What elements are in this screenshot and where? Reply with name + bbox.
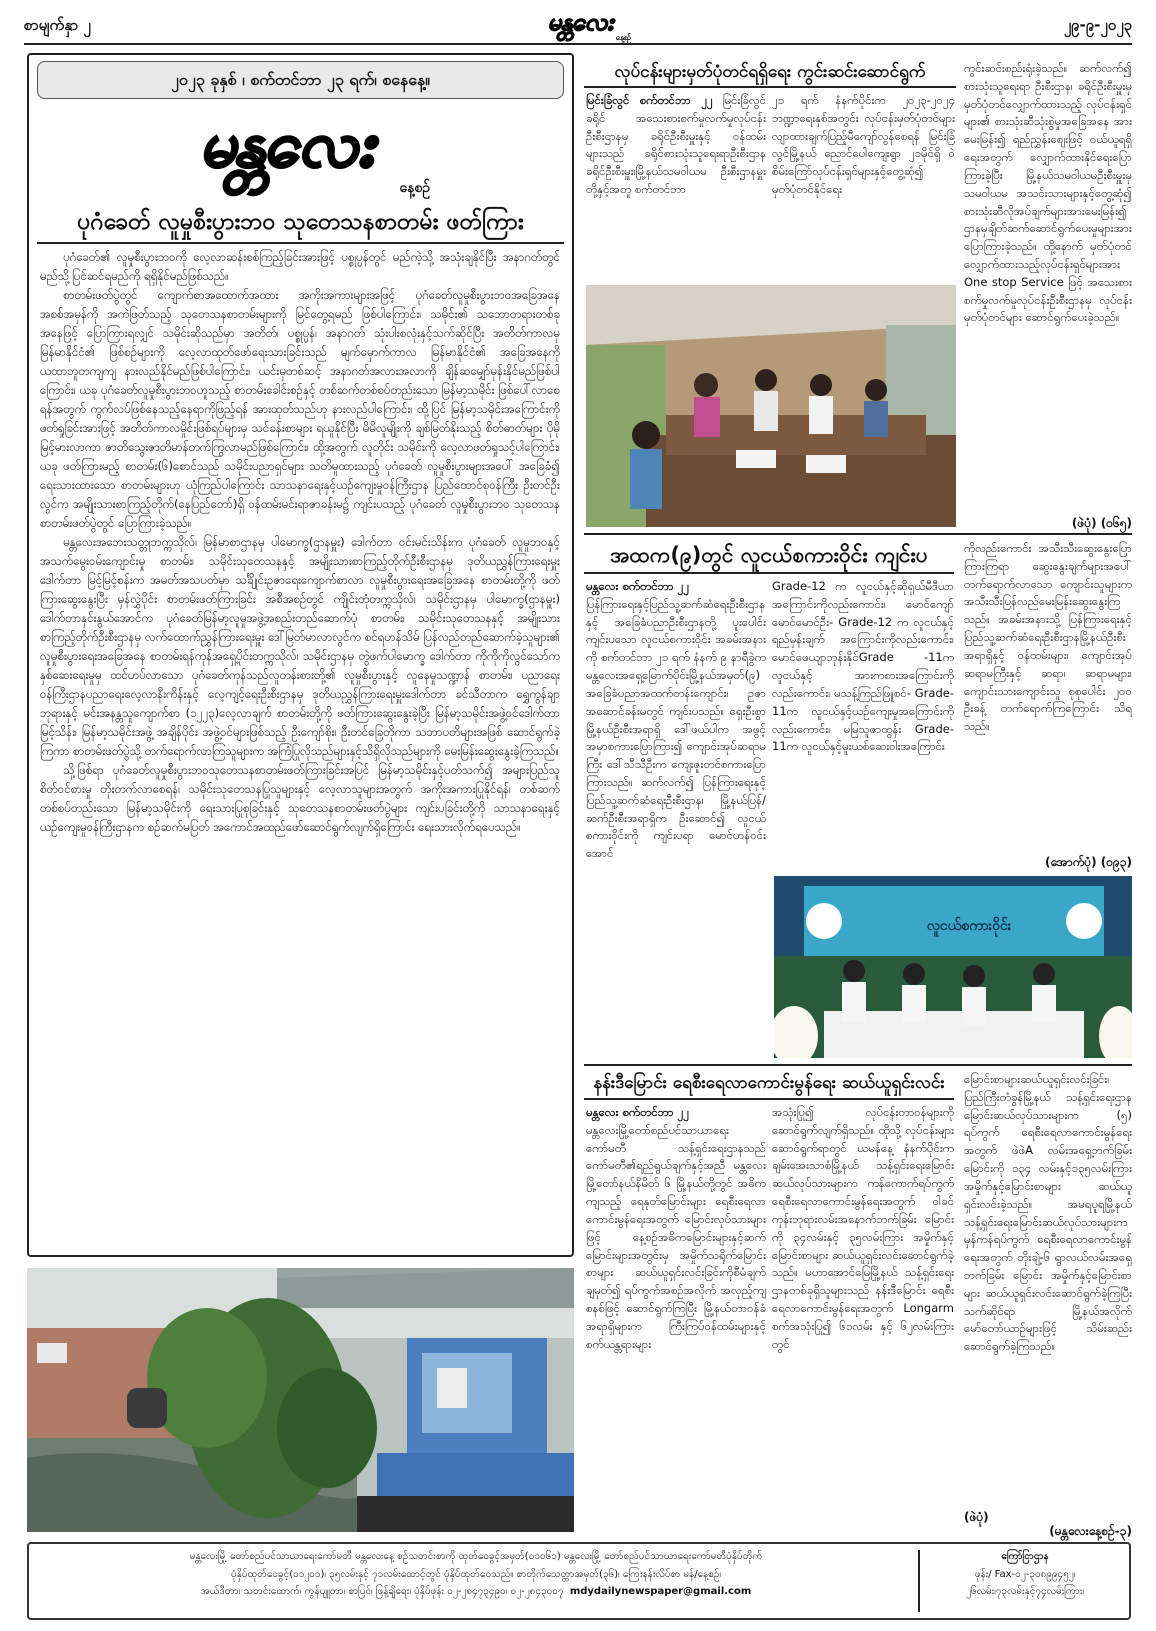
school-byline: မန္တလေး စက်တင်ဘာ ၂၂ [586, 579, 689, 593]
school-col-1-text: ပြန်ကြားရေးနှင့်ပြည်သူ့ဆက်ဆံရေးဦးစီးဌာနနှင့် အခြေခံပညာဦးစီးဌာနတို့ ပူးပေါင်းကျင်းပသော လူငယ်စကားဝိုင်း အခမ်းအနားကို စက်တင်ဘာ ၂၁ ရက် နံနက် ၉ နာရီခွဲက မန္တလေးအရှေ့မြောက်ပိုင်းမြို့နယ်အမှတ်(၉) အခြေခံပညာအထက်တန်းကျောင်း၊ ဥဇာအဆောင်ခန်းမတွင် ကျင်းပသည်။ ရှေးဦးစွာ မြို့နယ်ဦးစီးအရာရှိ ဒေါ်ဖယ်ပါက အဖွင့်အမှာစကားပြောကြား၍ ကျောင်းအုပ်ဆရာမကြီး ဒေါ်သီသီဦးက ကျေးဇူးတင်စကားပြောကြားသည်။ ဆက်လက်၍ ပြန်ကြားရေးနှင့်ပြည်သူ့ဆက်ဆံရေးဦးစီးဌာန၊ မြို့နယ်ပြန်/ဆက်ဦးစီးအရာရှိက ဦးဆောင်၍ လူငယ်စကားဝိုင်းကို ကျင်းပရာ မောင်ဟန်ဝင်းအောင် [586, 596, 766, 861]
licence-headline: လုပ်ငန်းများမှတ်ပုံတင်ရရှိရေး ကွင်းဆင်းဆောင်ရွက် [614, 62, 926, 82]
drain-col-1-text: မန္တလေးမြို့တော်စည်ပင်သာယာရေးကော်မတီ သန့်ရှင်းရေးဌာနသည် ကော်မတီ၏ရည်ရွယ်ချက်နှင့်အညီ မန္တလေးမြို့တော်နယ်နိမိတ် ၆ မြို့နယ်တို့တွင် အဓိကကျသည့် ရေနုတ်မြောင်းများ ရေစီးရေလာကောင်းမွန်ရေးအတွက် မြောင်းလုပ်သားများဖြင့် နေ့စဉ်အဓိကမြောင်းများနှင့်ဆက်မြောင်းများအတွင်းမှ အမှိုက်သရိုက်မြောင်းစာများ ဆယ်ယူရှင်းလင်းခြင်းကိုစီမံချက်ချမှတ်၍ ရပ်ကွက်အစဉ်အလိုက် အလှည့်ကျစနစ်ဖြင့် ဆောင်ရွက်ကြပြီး မြို့နယ်တာဝန်ခံ အရာရှိများက ကြီးကြပ်ဝန်ထမ်းများနှင့်စက်ယန္တရားများ [586, 1122, 766, 1351]
editorial-paragraph: ပုဂံခေတ်၏ လူမှုစီးပွားဘဝကို လေ့လာဆန်းစစ်ကြည့်ခြင်းအားဖြင့် ပစ္စုပ္ပန်တွင် မည်ကဲ့သို့ အသုံးချနိုင်ပြီး အနာဂတ်တွင် မည်သို့ပြင်ဆင်ရမည်ကို ရရှိနိုင်မည်ဖြစ်သည်။ [40, 250, 560, 283]
page-number-label: စာမျက်နှာ ၂ [24, 16, 91, 34]
drain-byline: မန္တလေး စက်တင်ဘာ ၂၂ [586, 1105, 689, 1119]
drain-col-1 [586, 1104, 766, 1534]
licence-lead-text: မြင်းခြံလွင်ခရိုင် အသေးစားစက်မှုလက်မှုလုပ်ငန်းဦးစီးဌာနမှ ခရိုင်ဦးစီးမှူးနှင့် ဝန်ထမ်းများသည် ခရိုင်စားသုံးသူရေးရာဦးစီးဌာန ခရိုင်ဦးစီးမှူး၊မြို့နယ်သမဝါယမ ဦးစီးဌာနမှူးတို့နှင့်အတူ စက်တင်ဘာ [586, 93, 766, 197]
headline-rule [37, 242, 564, 244]
excavator-image [27, 1268, 574, 1532]
masthead-logo: မန္တလေး [199, 108, 371, 182]
masthead-small-logo [520, 4, 640, 42]
youth-talk-photo [774, 876, 1132, 1058]
licence-byline: မြင်းခြံလွင် စက်တင်ဘာ ၂၂ [586, 93, 713, 107]
meeting-image [586, 285, 956, 527]
licence-col-3: ကွင်းဆင်းစည်းရုံးခဲ့သည်။ ဆက်လက်၍ စားသုံးသူရေးရာ ဦးစီးဌာန၊ ခရိုင်ဦးစီးမှူးမှ မှတ်ပုံတင်လျှောက်ထားသည့် လုပ်ငန်းရှင်များ၏ စားသုံးဆီသုံးစွဲမှုအခြေအနေ အားမေးမြန်း၍ ရည်ညွှန်းစျေးဖြင့် ဝယ်ယူရရှိရေးအတွက် လျှောက်ထားနိုင်ရေးပြောကြားခဲ့ပြီး မြို့နယ်သမဝါယမဦးစီးမှူးမှ သမဝါယမ အသင်းသားများနှင့်တွေ့ဆုံ၍ စားသုံးဆီလိုအပ်ချက်များအားမေးမြန်း၍ ဌာနမှချိတ်ဆက်ဆောင်ရွက်ပေးမှုများအား ပြောကြားခဲ့သည်။ ထို့နောက် မှတ်ပုံတင်လျှောက်ထားသည့်လုပ်ငန်းရှင်များအား One stop Service ဖြင့် အသေးစားစက်မှုလက်မှုလုပ်ငန်းဦးစီးဌာနမှ လုပ်ငန်းမှတ်ပုံတင်များ ဆောင်ရွက်ပေးခဲ့သည်။ [964, 61, 1132, 325]
section-divider [584, 533, 1132, 535]
licence-headline-rule [584, 86, 956, 88]
drain-photo-credit: (ဖဲပုံ) [964, 1510, 989, 1524]
youth-talk-image [774, 876, 1132, 1058]
licence-col-2: ၂၁ ရက် နံနက်ပိုင်းက ၂၀၂၃-၂၀၂၄ ဘဏ္ဍာရေးနှစ်အတွင်း လုပ်ငန်းမှတ်ပုံတင်များ လျာထားချက်ပြည့်မီကျော်လွန်စေရန် မြင်းခြံလွင်မြို့နယ် ညောင်ပေါကျေးရွာ ၂၁မိုင်ရှိ ဝဲစိမ်းကြော်လုပ်ငန်းရှင်များနှင့်တွေ့ဆုံ၍ မှတ်ပုံတင်နိုင်ရေး [772, 93, 955, 197]
imprint-line-3 [36, 1583, 916, 1601]
advert-dept-phone: ဖုန်း/ Fax-၀၂-၃၀၈၉၉၄၅၂၊ [974, 1568, 1076, 1580]
youth-talk-banner-text: လူငယ်စကားဝိုင်း [926, 918, 1012, 934]
imprint-contacts: အယ်ဒီတာ၊ သတင်းထောက်၊ ကွန်ပျူတာ၊ စာပြင်၊ ဖြန့်ချိရေး၊ ပုံနှိပ်ဖုန်း ၀၂-၂၈၄၇၃၄၉၀၊ ၀၂-၂၈၄၃၀၀၇ [200, 1586, 564, 1597]
imprint-divider [918, 1550, 920, 1612]
drain-headline-rule [584, 1098, 954, 1100]
advert-dept-title: ကြော်ငြာဌာန [1001, 1551, 1049, 1562]
section-divider-2 [584, 1064, 1132, 1066]
masthead-small-subtitle: နေ့စဉ် [615, 33, 630, 42]
imprint-line-2: ပုံနှိပ်ထုတ်ဝေခွင့်(၀၁၂၀၁)၊ ၃၅လမ်းနှင့် ၇၁လမ်းထောင့်တွင် ပုံနှိပ်ထုတ်ဝေသည်။ စာတိုက်သေတ္တာအမှတ်(၃၆)၊ ကြေးနန်းလိပ်စာ မန်/နေ့စဉ်၊ [231, 1568, 721, 1580]
editorial-paragraph: မန္တလေးအဘေးသတ္တုဘက္ကသိုလ်၊ မြန်မာစာဌာနမှ ပါမောက္ခ(ဌာနမှူး) ဒေါက်တာ ဝင်းမင်းသိန်းက ပုဂံခေတ် လူမှုဘဝနှင့် အသက်မွေးဝမ်းကျောင်းမှု စာတမ်း၊ သမိုင်းသုတေသနနှင့် အမျိုးသားစာကြည့်တိုက်ဦးစီးဌာနမှ ဒုတိယညွှန်ကြားရေးမှူး ဒေါက်တာ မြင့်မြင့်စန်းက အမတ်အသပတ်မှာ သင်္ချိုင်းဥဇာရေးကျောက်စာလာ လူမှုစီးပွားရေးအခြေအနေ စာတမ်းတို့ကို ဖတ်ကြားဆွေးနွေးပြီး မှန်လွှဲပိုင်း စာတမ်းဖတ်ကြားခြင်း အစီအစဉ်တွင် ကျိုင်းတုံတက္ကသိုလ်၊ သမိုင်းဌာနမှ ပါမောက္ခ(ဌာနမှူး) ဒေါက်တာနှင်းနွယ်အောင်က ပုဂံခေတ်မြန်မာ့လူမှုအဖွဲ့အစည်းတည်ဆောက်ပုံ စာတမ်း၊ သမိုင်းသုတေသနနှင့် အမျိုးသားစာကြည့်တိုက်ဦးစီးဌာနမှ လက်ထောက်ညွှန်ကြားရေးမှူး ဒေါ်မြတ်မာလာလွင်က စင်ရဟန်သိမ် ပြန်လည်တည်ဆောက်ခဲ့သူများ၏ လူမှုစီးပွားရေးအခြေအနေ စာတမ်းရန်ကုန်အရှေ့ပိုင်းတက္ကသိုလ်၊ သမိုင်းဌာနမှ တွဲဖက်ပါမောက္ခ ဒေါက်တာ ကိုကိုကိုလွင်သော်က နှစ်ဆေးရေးမှုမှ ထင်ဟပ်လာသော ပုဂံခေတ်ကုန်သည်လူတန်းစားတို့၏ လူမှုစီးပွားနှင့် လူနေမှုသဏ္ဍာန် စာတမ်း၊ ပညာရေးဝန်ကြီးဌာနပညာရေးလေ့လာနီးကိန်းနှင့် လေ့ကျင့်ရေးဦးစီးဌာနမှ ဒုတိယညွှန်ကြားရေးမှူးဒေါက်တာ ခင်သီတာက ရွှေကွန်ချာဘုရားနှင့် မင်းအနန္တသူကျောက်စာ (၁၂၂၃)လေ့လာချက် စာတမ်းတို့ကို ဖတ်ကြားဆွေးနွေးခဲ့ပြီး မြန်မာ့သမိုင်းအဖွဲ့ဝင်ဒေါက်တာ မြင့်သိန်း၊ မြန်မာ့သမိုင်းအဖွဲ့ အချိန်ပိုင်း အဖွဲ့ဝင်များဖြစ်သည့် ဦးကျော်စိုး၊ ဦးတင်ခြေတိုကာ သဘာပတိများအဖြစ် ဆောင်ရွက်ခဲ့ကြကာ စာတမ်းဖတ်ပွဲသို့ တက်ရောက်လာကြသူများက အကြံပြုလိုသည်များနှင့်သိရှိလိုသည်များကို မေးမြန်းဆွေးနွေးခဲ့ကြသည်။ [40, 535, 560, 758]
imprint-line-1: မန္တလေးမြို့ တော်စည်ပင်သာယာရေးကော်မတီ မန္တလေးနေ့ စဉ်သတင်းစာကို ထုတ်ဝေခွင့်အမှတ်(၀၁၀၆၁) မန္တလေးမြို့ တော်စည်ပင်သာယာရေးကော်မတီပုံနှိပ်တိုက် [189, 1551, 763, 1562]
school-col-2: Grade-12 က လူငယ်နှင့်ဆိုရှယ်မီဒီယာအကြောင်းကိုလည်းကောင်း၊ မောင်ကျော်မောင်မောင်ဦး- Grade-12 က လူငယ်နှင့်ရည်မှန်းချက် အကြောင်းကိုလည်းကောင်း၊ မောင်ဖေယျာဘုန်းနိုင်Grade -11က လူငယ်နှင့် အားကစားအကြောင်းကိုလည်းကောင်း၊ မသန့်ကြည်ဖြူစင်- Grade-11က လူငယ်နှင့်ယဉ်ကျေးမှုအကြောင်းကိုလည်းကောင်း၊ မမြသူဇာထွန်း Grade-11က လူငယ်နှင့်မူးယစ်ဆေးဝါးအကြောင်း [772, 579, 954, 754]
drain-cleaning-photo [27, 1268, 574, 1532]
school-photo-credit: (အောက်ပုံ) (၀၉၃) [1045, 855, 1132, 869]
drain-col-2: အသုံးပြု၍ လုပ်ငန်းတာဝန်များကို ဆောင်ရွက်လျက်ရှိသည်။ ထိုသို့ လုပ်ငန်းများဆောင်ရွက်ရာတွင် ယမန်နေ့ နံနက်ပိုင်းက ချမ်းအေးသာစံမြို့နယ် သန့်ရှင်းရေးမြောင်းဆယ်လုပ်သားများက ကန်ကောက်ရပ်ကွက် ရေစီးရေလာကောင်းမွန်ရေးအတွက် ဝါခင်ကုန်းဘုရားလမ်းအနောက်ဘက်ခြမ်း မြောင်းကို ၃၄လမ်းနှင့် ၃၅လမ်းကြား အမှိုက်နှင့်မြောင်းစာများ ဆယ်ယူရှင်းလင်းဆောင်ရွက်ခဲ့သည်။ မဟာအောင်မြေမြို့နယ် သန့်ရှင်းရေးဌာနတစ်ခုရှိသူများသည် နန်းဒီမြောင်း ရေစီးရေလာကောင်းမွန်ရေးအတွက် Longarm စက်အသုံးပြု၍ ၆၁လမ်း နှင့် ၆၂လမ်းကြားတွင် [772, 1105, 954, 1351]
advert-dept [924, 1548, 1126, 1601]
header-divider [24, 43, 1132, 45]
school-talk-headline: အထက(၉)တွင် လူငယ်စကားဝိုင်း ကျင်းပ [610, 543, 928, 567]
editorial-date-banner: ၂၀၂၃ ခုနှစ် ၊ စက်တင်ဘာ ၂၃ ရက်၊ စနေနေ့။ [37, 61, 564, 99]
masthead-small-title: မန္တလေး [547, 8, 613, 36]
licence-photo-credit: (ဖဲပုံ) (၀၆၅) [1071, 516, 1132, 530]
imprint-email: mdydailynewspaper@gmail.com [569, 1586, 752, 1597]
editorial-paragraph: သို့ဖြစ်ရာ ပုဂံခေတ်လူမှုစီးပွားဘဝသုတေသနစာတမ်းဖတ်ကြားခြင်းအပြင် မြန်မာ့သမိုင်းနှင့်ပတ်သက်၍ အများပြည်သူစိတ်ဝင်စားမှု တိုးတက်လာစေရန်၊ သမိုင်းသုတေသနပြုသူများနှင့် လေ့လာသူများအတွက် အကိုးအကားပြုနိုင်ရန်၊ တစ်ဆက်တစ်စပ်တည်းသော မြန်မာ့သမိုင်းကို ရေးသားပြုစုခြင်းနှင့် သုတေသနစာတမ်းဖတ်ပွဲများ ကျင်းပခြင်းတို့ကို သာသနာရေးနှင့် ယဉ်ကျေးမှုဝန်ကြီးဌာနက စဉ်ဆက်မပြတ် အကောင်အထည်ဖော်ဆောင်ရွက်လျက်ရှိကြောင်း ရေးသားလိုက်ရပေသည်။ [40, 763, 560, 834]
imprint-text [36, 1548, 916, 1601]
advert-dept-address: ၂၆လမ်း၊၇၃လမ်းနှင့်၇၄လမ်းကြား၊ [966, 1586, 1084, 1597]
school-col-1 [586, 578, 766, 1048]
drain-col-3: မြောင်းစာများဆယ်ယူရှင်းလင်းခြင်း၊ ပြည်ကြီးတံခွန်မြို့နယ် သန့်ရှင်းရေးဌာန မြောင်းဆယ်လုပ်သားများက (၅) ရပ်ကွက် ရေစီးရေလာကောင်းမွန်ရေးအတွက် ဖဲဖဲA လမ်းအရှေ့ဘက်ခြမ်း မြောင်းကို ၁၃၄ လမ်းနှင့်၁၃၅လမ်းကြားအမှိုက်နှင့်မြောင်းစာများ ဆယ်ယူရှင်းလင်းခဲ့သည်။ အမရပူရမြို့နယ် သန့်ရှင်းရေးမြောင်းဆယ်လုပ်သားများက မှန်ကန်ရပ်ကွက် ရေစီးရေလာကောင်းမွန်ရေးအတွက် တိုးချဲ့-၆ ရွာလယ်လမ်းအရှေ့ဘက်ခြမ်း မြောင်း အမှိုက်နှင့်မြောင်းစာများ ဆယ်ယူရှင်းလင်းဆောင်ရွက်ခဲ့ကြပြီး သက်ဆိုင်ရာ မြို့နယ်အလိုက် မော်တော်ယာဉ်များဖြင့် သိမ်းဆည်းဆောင်ရွက်ခဲ့ကြသည်။ [964, 1072, 1132, 1354]
licence-col-1 [586, 92, 766, 272]
masthead-logo-subtitle: နေ့စဉ် [399, 180, 430, 196]
school-col-3: ကိုလည်းကောင်း အသီးသီးဆွေးနွေးပြောကြားကြရာ ဆွေးနွေးချက်များအပေါ် တက်ရောက်လာသော ကျောင်းသူများက အသီးသီးပြန်လည်မေးမြန်းဆွေးနွေးကြသည်။ အခမ်းအနားသို့ ပြန်ကြားရေးနှင့်ပြည်သူ့ဆက်ဆံရေးဦးစီးဌာနမြို့နယ်ဦးစီးအရာရှိနှင့် ဝန်ထမ်းများ၊ ကျောင်းအုပ်ဆရာမကြီးနှင့် ဆရာ၊ ဆရာမများ၊ ကျောင်းသားကျောင်းသူ စုစုပေါင်း ၂၀၀ ဦးခန့် တက်ရောက်ကြကြောင်း သိရသည်။ [964, 541, 1132, 734]
school-headline-rule [584, 572, 954, 574]
drain-headline: နန်းဒီမြောင်း ရေစီးရေလာကောင်းမွန်ရေး ဆယ်ယူရှင်းလင်း [593, 1073, 945, 1093]
issue-date: ၂၉-၉-၂၀၂၃ [1063, 16, 1132, 34]
editorial-headline: ပုဂံခေတ် လူမှုစီးပွားဘဝ သုတေသနစာတမ်း ဖတ်ကြား [77, 209, 524, 235]
drain-source-credit: (မန္တလေးနေ့စဉ်-၃) [1049, 1524, 1132, 1538]
editorial-body [40, 248, 560, 1248]
licence-meeting-photo [586, 285, 956, 527]
editorial-paragraph: စာတမ်းဖတ်ပွဲတွင် ကျောက်စာအထောက်အထား အကိုးအကားများအဖြင့် ပုဂံခေတ်လူမှုစီးပွားဘဝအခြေအနေ အစစ်အမှန်ကို အကဲဖြတ်သည့် သုတေသနစာတမ်းများကို မြင်တွေ့ရမည် ဖြစ်ပါကြောင်း၊ သမိုင်း၏ သဘောတရားတစ်ခုအနေဖြင့် ပြောကြားရလျှင် သမိုင်းဆိုသည်မှာ အတိတ်၊ ပစ္စုပ္ပန်၊ အနာဂတ် သုံးပါးစလုံးနှင့်သက်ဆိုင်ပြီး အတိတ်ကာလမှ မြန်မာနိုင်ငံ၏ ဖြစ်စဉ်များကို လေ့လာထုတ်ဖော်ရေးသားခြင်းသည် မျက်မှောက်ကာလ မြန်မာနိုင်ငံ၏ အခြေအနေကို ယထာဘူတကျကျ နားလည်နိုင်မည်ဖြစ်ပါကြောင်း၊ ယင်းမှတစ်ဆင့် အနာဂတ်အလားအလာကို ချိန်ဆမျှော်မှန်းနိုင်မည်ဖြစ်ပါကြောင်း၊ ယခု ပုဂံခေတ်လူမှုစီးပွားဘဝဟူသည့် စာတမ်းခေါင်းစဉ်နှင့် တစ်ဆက်တစ်စပ်တည်းသော မြန်မာ့သမိုင်း ဖြစ်ပေါ်လာစေရန်အတွက် ကွက်လပ်ဖြစ်နေသည့်နေရာကိုဖြည့်ရန် အားထုတ်သည်ဟု နားလည်ပါကြောင်း၊ ထို့ပြင် မြန်မာ့သမိုင်းအကြောင်းကို ဖတ်ရှုခြင်းအားဖြင့် အတိတ်ကာလမှိုင်းဖြစ်ရပ်များမှ သင်ခန်းစာများ ရယူနိုင်ပြီး မိမိလူမျိုးကို ချစ်မြတ်နိုးသည့် စိတ်ဓာတ်များ ပိုမိုမြင့်မားလာကာ ဇာတိသွေးဇာတိမာန်တက်ကြွလာမည်ဖြစ်ကြောင်း၊ ထို့အတွက် လူတိုင်း သမိုင်းကို လေ့လာဖတ်ရှုသင့်ပါကြောင်း၊ ယခု ဖတ်ကြားမည့် စာတမ်း(၆)စောင်သည် သမိုင်းပညာရှင်များ သတိမူထားသည့် ပုဂံခေတ် လူမှုစီးပွားများအပေါ် အခြေခံ၍ ရေးသားထားသော စာတမ်းများဟု ယုံကြည်ပါကြောင်း သာသနာရေးနှင့်ယဉ်ကျေးမှုဝန်ကြီးဌာန ပြည်ထောင်စုဝန်ကြီး ဦးတင်ဦးလွင်က အမျိုးသားစာကြည့်တိုက်(နေပြည်တော်)ရှိ ဝန်ထမ်းမင်းရာဇာခန်းမ၌ ကျင်းပသည့် ပုဂံခေတ် လူမှုစီးပွားဘဝ သုတေသနစာတမ်းဖတ်ပွဲတွင် ပြောကြားခဲ့သည်။ [40, 288, 560, 530]
